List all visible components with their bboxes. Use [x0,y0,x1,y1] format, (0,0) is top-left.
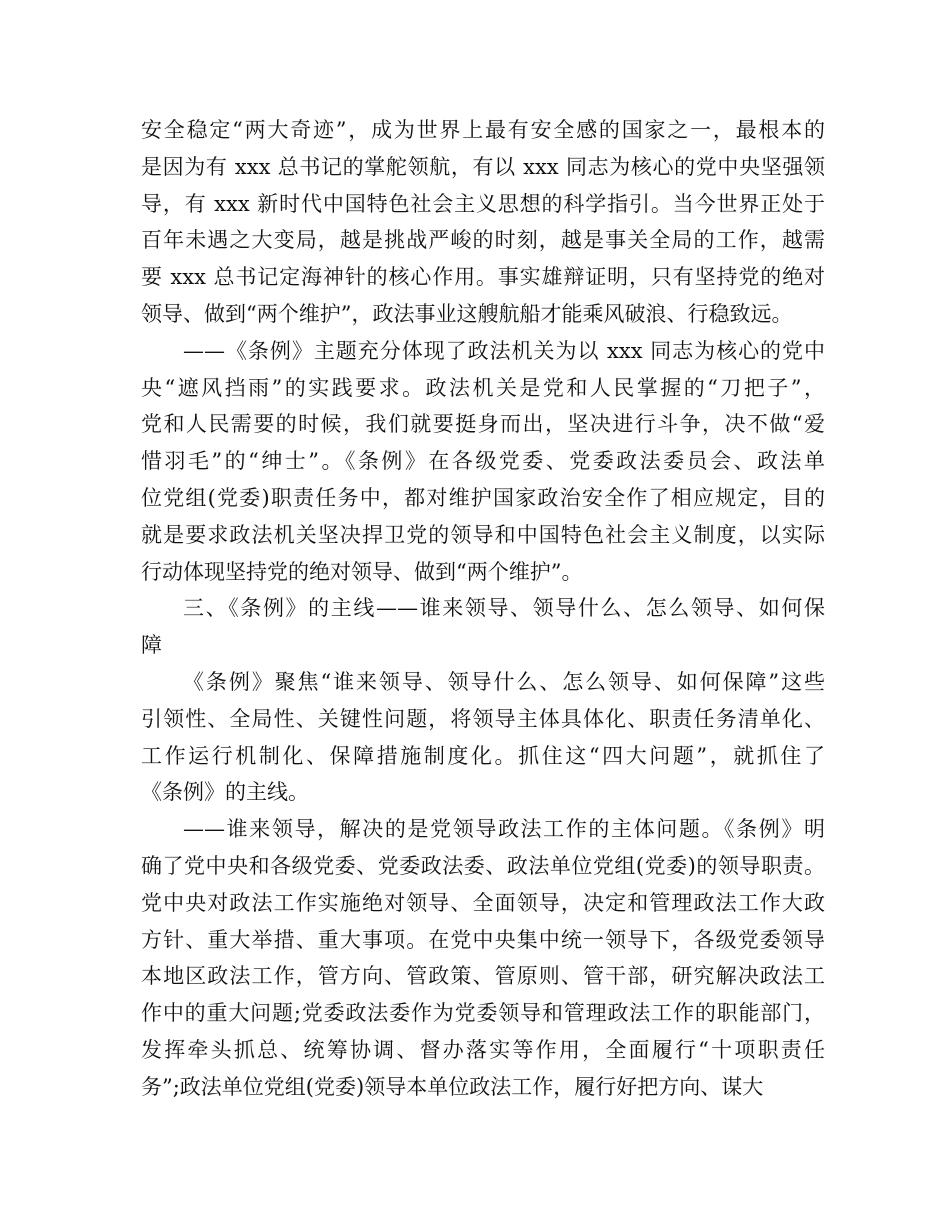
text-line: 方针、重大举措、重大事项。在党中央集中统一领导下，各级党委领导 [141,927,825,952]
paragraph [141,811,825,1105]
text-line: 党和人民需要的时候，我们就要挺身而出，坚决进行斗争，决不做“爱 [141,412,825,437]
text-line: 领导、做到“两个维护”，政法事业这艘航船才能乘风破浪、行稳致远。 [141,301,793,326]
text-line: 工作运行机制化、保障措施制度化。抓住这“四大问题”，就抓住了 [141,743,825,768]
text-line: 行动体现坚持党的绝对领导、做到“两个维护”。 [141,559,583,584]
text-line: 就是要求政法机关坚决捍卫党的领导和中国特色社会主义制度，以实际 [141,522,825,547]
text-line: 安全稳定“两大奇迹”，成为世界上最有安全感的国家之一，最根本的 [141,118,825,142]
text-line: 确了党中央和各级党委、党委政法委、政法单位党组(党委)的领导职责。 [141,853,825,878]
text-line: ——谁来领导，解决的是党领导政法工作的主体问题。《条例》明 [183,817,825,842]
text-line: 发挥牵头抓总、统筹协调、督办落实等作用，全面履行“十项职责任 [141,1037,825,1062]
text-line: 党中央对政法工作实施绝对领导、全面领导，决定和管理政法工作大政 [141,890,825,915]
paragraph [141,112,825,333]
text-line: 央“遮风挡雨”的实践要求。政法机关是党和人民掌握的“刀把子”， [141,375,825,400]
text-line: 《条例》聚焦“谁来领导、领导什么、怎么领导、如何保障”这些 [183,669,825,694]
text-line: ——《条例》主题充分体现了政法机关为以 xxx 同志为核心的党中 [183,338,825,363]
text-line: 《条例》的主线。 [141,780,309,805]
paragraph [141,333,825,591]
paragraph [141,664,825,811]
text-line: 导，有 xxx 新时代中国特色社会主义思想的科学指引。当今世界正处于 [141,191,825,216]
text-line: 务”;政法单位党组(党委)领导本单位政法工作，履行好把方向、谋大 [141,1074,764,1099]
text-line: 百年未遇之大变局，越是挑战严峻的时刻，越是事关全局的工作，越需 [141,228,825,253]
text-line: 障 [141,633,162,658]
text-line: 惜羽毛”的“绅士”。《条例》在各级党委、党委政法委员会、政法单 [141,449,825,474]
text-line: 位党组(党委)职责任务中，都对维护国家政治安全作了相应规定，目的 [141,485,825,510]
paragraph [141,590,825,664]
text-line: 本地区政法工作，管方向、管政策、管原则、管干部，研究解决政法工 [141,964,825,989]
document-body [141,112,825,1106]
text-line: 作中的重大问题;党委政法委作为党委领导和管理政法工作的职能部门， [141,1001,825,1026]
text-line: 三、《条例》的主线——谁来领导、领导什么、怎么领导、如何保 [183,596,825,621]
text-line: 要 xxx 总书记定海神针的核心作用。事实雄辩证明，只有坚持党的绝对 [141,265,825,290]
text-line: 引领性、全局性、关键性问题，将领导主体具体化、职责任务清单化、 [141,706,825,731]
text-line: 是因为有 xxx 总书记的掌舵领航，有以 xxx 同志为核心的党中央坚强领 [141,154,825,179]
